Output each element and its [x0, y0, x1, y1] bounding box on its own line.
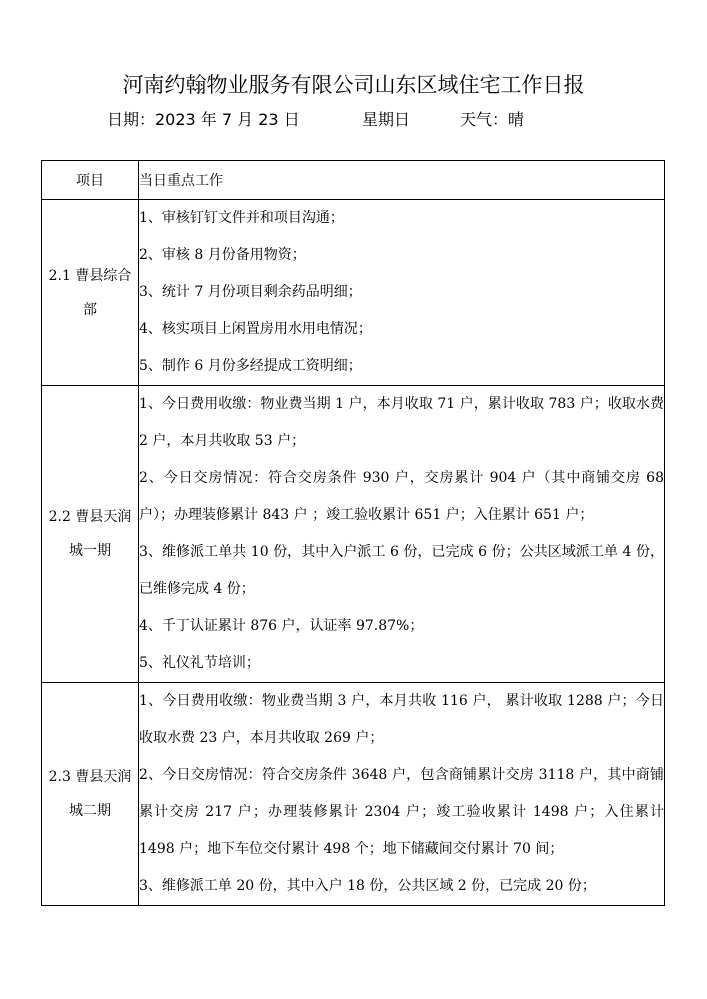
row-item-label: 2.1 曹县综合部 — [42, 200, 139, 386]
work-line: 1、今日费用收缴：物业费当期 3 户，本月共收 116 户， 累计收取 1288 户；今日收取水费 23 户，本月共收取 269 户； — [139, 693, 664, 746]
table-header-row — [42, 161, 665, 200]
table-row — [42, 386, 665, 683]
column-header-work: 当日重点工作 — [139, 161, 665, 200]
work-line: 3、维修派工单 20 份，其中入户 18 份，公共区域 2 份，已完成 20 份； — [139, 878, 596, 894]
row-item-label: 2.3 曹县天润城二期 — [42, 683, 139, 906]
row-item-label: 2.2 曹县天润城一期 — [42, 386, 139, 683]
row-work-cell — [139, 200, 665, 386]
work-line: 4、核实项目上闲置房用水用电情况； — [139, 321, 372, 337]
report-weather: 天气：晴 — [460, 110, 525, 129]
work-line: 2、今日交房情况：符合交房条件 3648 户，包含商铺累计交房 3118 户，其中商铺累计交房 217 户；办理装修累计 2304 户；竣工验收累计 1498 户；入住累计 1498 户；地下车位交付累计 498 个；地下储藏间交付累计 70 间； — [139, 767, 664, 857]
work-line: 2、今日交房情况：符合交房条件 930 户，交房累计 904 户（其中商铺交房 68 户）；办理装修累计 843 户 ；竣工验收累计 651 户；入住累计 651 户； — [139, 470, 664, 523]
row-work-cell — [139, 683, 665, 906]
work-line: 4、千丁认证累计 876 户，认证率 97.87%； — [139, 618, 424, 634]
work-line: 3、维修派工单共 10 份，其中入户派工 6 份，已完成 6 份；公共区域派工单 4 份，已维修完成 4 份； — [139, 544, 664, 597]
work-report-table — [41, 160, 665, 906]
work-line: 1、审核钉钉文件并和项目沟通； — [139, 210, 344, 226]
table-row — [42, 683, 665, 906]
row-work-cell — [139, 386, 665, 683]
column-header-item: 项目 — [42, 161, 139, 200]
report-date: 日期：2023 年 7 月 23 日 — [107, 110, 300, 129]
work-line: 2、审核 8 月份备用物资； — [139, 247, 306, 263]
work-line: 5、礼仪礼节培训； — [139, 655, 260, 671]
work-line: 3、统计 7 月份项目剩余药品明细； — [139, 284, 362, 300]
work-line: 5、制作 6 月份多经提成工资明细； — [139, 358, 362, 374]
report-title: 河南约翰物业服务有限公司山东区域住宅工作日报 — [122, 73, 585, 97]
report-weekday: 星期日 — [362, 110, 411, 129]
work-line: 1、今日费用收缴：物业费当期 1 户，本月收取 71 户，累计收取 783 户；收取水费 2 户，本月共收取 53 户； — [139, 396, 664, 449]
table-row — [42, 200, 665, 386]
